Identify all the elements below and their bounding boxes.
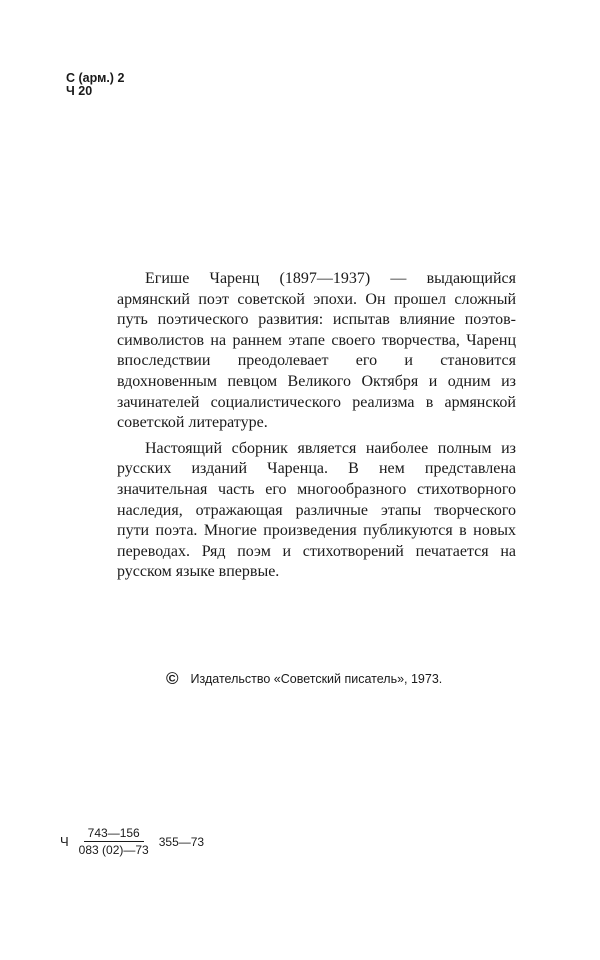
index-fraction [75,826,153,857]
author-mark: Ч 20 [66,84,93,98]
classification-code: С (арм.) 2 [66,71,125,85]
library-classification [66,72,124,98]
index-denominator: 083 (02)—73 [78,843,149,857]
copyright-icon: © [166,669,179,688]
book-annotation [117,269,516,588]
publication-index [60,826,204,857]
index-numerator: 743—156 [84,826,144,842]
annotation-paragraph-1: Егише Чаренц (1897—1937) — выдающийся армянский поэт советской эпохи. Он прошел сложный путь поэтического развития: испытав влияние поэтов-символистов на раннем этапе своего творчества, Чаренц впоследствии преодолевает его и становится вдохновенным певцом Великого Октября и одним из зачинателей социалистического реализма в армянской советской литературе. [117,270,516,432]
annotation-paragraph-2: Настоящий сборник является наиболее полным из русских изданий Чаренца. В нем представлена значительная часть его многообразного стихотворного наследия, отражающая различные этапы творческого пути поэта. Многие произведения публикуются в новых переводах. Ряд поэм и стихотворений печатается на русском языке впервые. [117,439,516,581]
copyright-text: Издательство «Советский писатель», 1973. [190,672,443,686]
index-letter: Ч [60,834,69,849]
index-suffix: 355—73 [158,834,205,849]
copyright-line [166,669,442,689]
